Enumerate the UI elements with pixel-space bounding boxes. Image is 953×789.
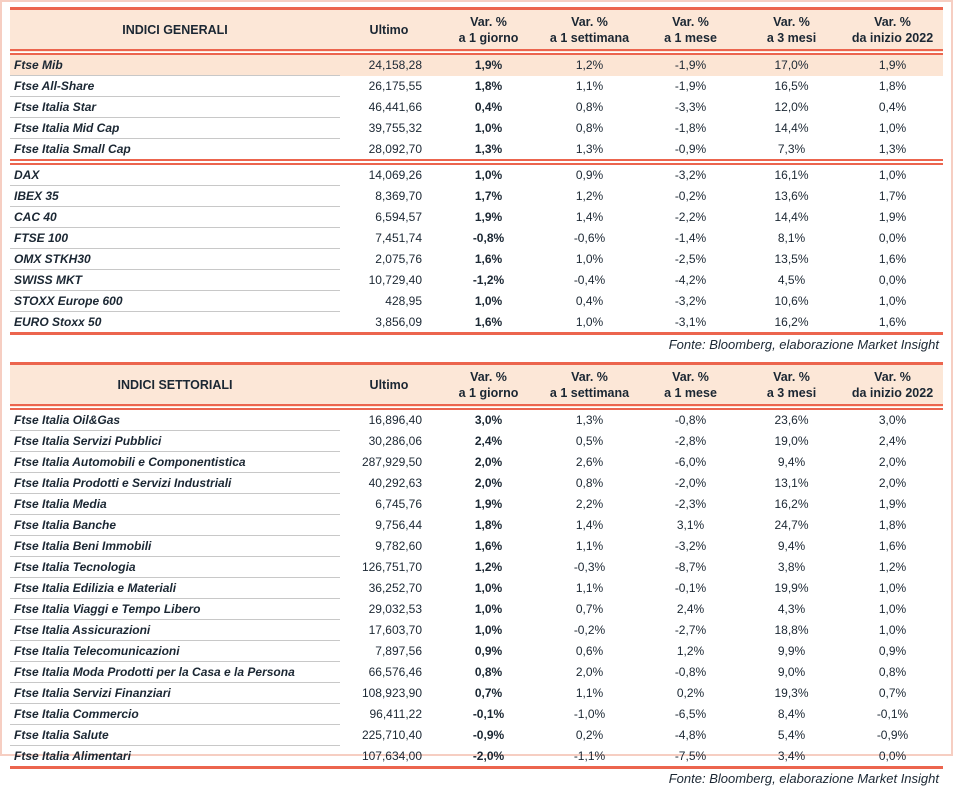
var-value: -0,8% [674, 665, 707, 679]
var-value: 0,9% [878, 644, 907, 658]
index-name: Ftse Italia Small Cap [10, 139, 340, 163]
var-value: 1,9% [878, 497, 907, 511]
var-value: 1,0% [878, 121, 907, 135]
table-row [10, 162, 943, 186]
var-value: 0,8% [878, 665, 907, 679]
ultimo-value: 39,755,32 [368, 121, 422, 135]
var-value: -0,1% [472, 707, 505, 721]
index-name: Ftse Italia Commercio [10, 704, 340, 725]
var-value: -1,4% [674, 231, 707, 245]
var-value: 0,4% [878, 100, 907, 114]
index-name: Ftse Italia Media [10, 494, 340, 515]
var-value: 9,4% [777, 539, 806, 553]
var-label: Var. % [470, 370, 507, 384]
var-value: 9,4% [777, 455, 806, 469]
var-label: Var. % [672, 370, 709, 384]
var-period: da inizio 2022 [851, 386, 934, 400]
var-value: 2,0% [575, 665, 604, 679]
index-name: Ftse Italia Telecomunicazioni [10, 641, 340, 662]
var-value: 1,2% [539, 52, 640, 76]
table-row [10, 746, 943, 768]
index-name: Ftse Italia Automobili e Componentistica [10, 452, 340, 473]
source-note: Fonte: Bloomberg, elaborazione Market Insight [668, 337, 939, 352]
var-value: -1,9% [640, 52, 741, 76]
table-row [10, 578, 943, 599]
var-value: 1,9% [474, 497, 503, 511]
column-header-var-inizio-2022 [842, 9, 943, 53]
var-value: 0,2% [575, 728, 604, 742]
var-value: 2,0% [474, 455, 503, 469]
var-period: a 1 settimana [549, 31, 630, 45]
var-value: 0,9% [575, 168, 604, 183]
var-value: 1,6% [878, 539, 907, 553]
column-header-ultimo: Ultimo [340, 9, 438, 53]
var-value: 0,8% [575, 476, 604, 490]
var-period: a 1 settimana [549, 386, 630, 400]
var-label: Var. % [874, 370, 911, 384]
table-row [10, 118, 943, 139]
var-value: 1,9% [842, 52, 943, 76]
var-value: 2,0% [878, 455, 907, 469]
var-period: a 3 mesi [766, 386, 817, 400]
index-name: EURO Stoxx 50 [14, 315, 102, 329]
var-value: -0,9% [640, 139, 741, 163]
index-name: Ftse Italia Oil&Gas [10, 407, 340, 431]
index-name: Ftse Mib [10, 52, 340, 76]
var-value: -1,9% [674, 79, 707, 93]
ultimo-value: 6,745,76 [375, 497, 422, 511]
var-value: 1,3% [539, 139, 640, 163]
index-name: Ftse Italia Mid Cap [10, 118, 340, 139]
table-row [10, 494, 943, 515]
var-value: 1,8% [878, 79, 907, 93]
var-value: 23,6% [774, 413, 809, 428]
var-value: 1,7% [474, 189, 503, 203]
var-value: 13,5% [774, 252, 809, 266]
var-value: 3,4% [777, 748, 806, 763]
table-row [10, 249, 943, 270]
source-note: Fonte: Bloomberg, elaborazione Market Insight [668, 771, 939, 786]
table-row [10, 536, 943, 557]
column-header-var-1-mese [640, 9, 741, 53]
var-value: 16,5% [774, 79, 809, 93]
index-name: Ftse Italia Viaggi e Tempo Libero [10, 599, 340, 620]
var-label: Var. % [571, 15, 608, 29]
var-value: -0,6% [573, 231, 606, 245]
table-header-row [10, 9, 943, 53]
ultimo-value: 9,756,44 [375, 518, 422, 532]
table-row [10, 139, 943, 163]
table-row [10, 76, 943, 97]
index-name: Ftse Italia Banche [10, 515, 340, 536]
var-value: 2,4% [474, 434, 503, 448]
table-row [10, 725, 943, 746]
var-value: 1,9% [878, 210, 907, 224]
var-value: 13,1% [774, 476, 809, 490]
table-row [10, 452, 943, 473]
ultimo-value: 16,896,40 [368, 413, 422, 428]
var-value: -3,2% [674, 294, 707, 308]
var-value: -4,2% [674, 273, 707, 287]
index-name: OMX STKH30 [10, 249, 340, 270]
var-value: -3,2% [674, 539, 707, 553]
var-value: -0,8% [472, 231, 505, 245]
table-row [10, 431, 943, 452]
var-value: 1,0% [575, 252, 604, 266]
var-value: -1,2% [472, 273, 505, 287]
index-name: DAX [10, 162, 340, 186]
var-period: a 1 mese [664, 386, 717, 400]
ultimo-value: 24,158,28 [340, 52, 438, 76]
ultimo-value: 46,441,66 [368, 100, 422, 114]
table-row [10, 291, 943, 312]
table-title: INDICI GENERALI [10, 9, 340, 53]
var-value: -0,3% [573, 560, 606, 574]
index-name: Ftse Italia Servizi Pubblici [10, 431, 340, 452]
ultimo-value: 6,594,57 [375, 210, 422, 224]
ultimo-value: 96,411,22 [369, 707, 422, 721]
table-gap [10, 355, 943, 362]
var-value: 0,0% [878, 273, 907, 287]
table-header-row [10, 364, 943, 408]
var-label: Var. % [571, 370, 608, 384]
var-value: -0,9% [472, 728, 505, 742]
var-value: -2,2% [674, 210, 707, 224]
var-value: 0,7% [575, 602, 604, 616]
var-value: -0,1% [876, 707, 909, 721]
index-name: Ftse Italia Star [10, 97, 340, 118]
ultimo-value: 30,286,06 [368, 434, 422, 448]
var-value: 8,1% [777, 231, 806, 245]
var-value: 2,4% [878, 434, 907, 448]
var-label: Var. % [773, 15, 810, 29]
var-value: -3,1% [674, 314, 707, 329]
var-period: a 1 giorno [458, 386, 519, 400]
var-label: Var. % [470, 15, 507, 29]
var-value: 0,7% [474, 686, 503, 700]
var-value: -1,0% [573, 707, 606, 721]
var-value: 1,2% [474, 560, 503, 574]
var-value: 1,2% [676, 644, 705, 658]
ultimo-value: 225,710,40 [361, 728, 422, 742]
index-name: SWISS MKT [10, 270, 340, 291]
var-value: 1,0% [878, 581, 907, 595]
var-value: 0,7% [878, 686, 907, 700]
index-name: FTSE 100 [10, 228, 340, 249]
var-value: 0,5% [575, 434, 604, 448]
var-value: 24,7% [774, 518, 809, 532]
var-value: 1,1% [575, 581, 604, 595]
var-value: 1,8% [474, 79, 503, 93]
var-value: 19,9% [774, 581, 809, 595]
var-value: 0,8% [474, 665, 503, 679]
ultimo-value: 287,929,50 [361, 455, 422, 469]
var-label: Var. % [773, 370, 810, 384]
var-value: -6,0% [674, 455, 707, 469]
ultimo-value: 28,092,70 [340, 139, 438, 163]
var-value: -2,5% [674, 252, 707, 266]
var-value: -0,1% [674, 581, 707, 595]
var-value: 4,5% [777, 273, 806, 287]
var-value: 5,4% [777, 728, 806, 742]
var-value: 9,0% [777, 665, 806, 679]
index-name: Ftse All-Share [10, 76, 340, 97]
index-name: Ftse Italia Prodotti e Servizi Industriali [10, 473, 340, 494]
table-row [10, 407, 943, 431]
var-value: 1,3% [842, 139, 943, 163]
table-row [10, 270, 943, 291]
var-value: 1,4% [575, 518, 604, 532]
var-value: -2,3% [674, 497, 707, 511]
var-value: -3,3% [674, 100, 707, 114]
var-value: 1,6% [474, 314, 503, 329]
var-label: Var. % [874, 15, 911, 29]
var-value: 1,8% [474, 518, 503, 532]
var-value: 1,3% [575, 413, 604, 428]
var-value: 14,4% [774, 210, 809, 224]
var-value: -4,8% [674, 728, 707, 742]
ultimo-value: 7,451,74 [375, 231, 422, 245]
indici-generali-table [10, 7, 943, 335]
indici-settoriali-table [10, 362, 943, 769]
var-value: 2,0% [878, 476, 907, 490]
var-value: 14,4% [774, 121, 809, 135]
var-value: 16,1% [774, 168, 809, 183]
var-value: 4,3% [777, 602, 806, 616]
var-value: 16,2% [774, 314, 809, 329]
var-value: -2,8% [674, 434, 707, 448]
var-value: 1,9% [474, 210, 503, 224]
var-value: 1,6% [474, 252, 503, 266]
var-value: 0,8% [575, 100, 604, 114]
var-value: -2,7% [674, 623, 707, 637]
var-period: da inizio 2022 [851, 31, 934, 45]
index-name: Ftse Italia Beni Immobili [10, 536, 340, 557]
var-value: 1,2% [878, 560, 907, 574]
var-value: 1,0% [878, 623, 907, 637]
index-name: Ftse Italia Servizi Finanziari [10, 683, 340, 704]
var-value: 1,7% [878, 189, 907, 203]
var-value: 3,0% [474, 413, 503, 428]
table-row [10, 52, 943, 76]
var-value: 7,3% [741, 139, 842, 163]
column-header-var-1-giorno [438, 364, 539, 408]
index-name: Ftse Italia Salute [10, 725, 340, 746]
var-period: a 1 mese [664, 31, 717, 45]
var-value: 1,6% [878, 252, 907, 266]
table-row [10, 557, 943, 578]
column-header-var-3-mesi [741, 364, 842, 408]
var-value: 1,9% [438, 52, 539, 76]
table-row [10, 97, 943, 118]
ultimo-value: 108,923,90 [361, 686, 422, 700]
var-value: 1,0% [575, 314, 604, 329]
ultimo-value: 40,292,63 [368, 476, 422, 490]
ultimo-value: 7,897,56 [375, 644, 422, 658]
ultimo-value: 36,252,70 [368, 581, 422, 595]
ultimo-value: 10,729,40 [368, 273, 422, 287]
column-header-var-1-giorno [438, 9, 539, 53]
var-value: 10,6% [774, 294, 809, 308]
var-value: 1,0% [474, 294, 503, 308]
var-value: 0,0% [878, 748, 907, 763]
column-header-var-1-mese [640, 364, 741, 408]
index-name: Ftse Italia Moda Prodotti per la Casa e la Persona [10, 662, 340, 683]
var-value: 0,0% [878, 231, 907, 245]
var-value: -0,4% [573, 273, 606, 287]
var-value: 1,2% [575, 189, 604, 203]
var-label: Var. % [672, 15, 709, 29]
var-value: -6,5% [674, 707, 707, 721]
var-value: -1,1% [573, 748, 606, 763]
ultimo-value: 66,576,46 [368, 665, 422, 679]
var-value: 0,4% [474, 100, 503, 114]
table-row [10, 599, 943, 620]
var-value: 2,2% [575, 497, 604, 511]
var-value: 12,0% [774, 100, 809, 114]
var-value: 1,6% [474, 539, 503, 553]
var-value: 1,1% [575, 686, 604, 700]
var-value: 2,0% [474, 476, 503, 490]
table-row [10, 683, 943, 704]
var-value: 1,1% [575, 79, 604, 93]
column-header-var-inizio-2022 [842, 364, 943, 408]
var-value: -0,2% [674, 189, 707, 203]
ultimo-value: 2,075,76 [375, 252, 422, 266]
var-value: 1,0% [474, 168, 503, 183]
var-value: -2,0% [674, 476, 707, 490]
ultimo-value: 3,856,09 [375, 314, 422, 329]
var-value: 19,0% [774, 434, 809, 448]
ultimo-value: 107,634,00 [361, 748, 422, 763]
var-value: 3,1% [676, 518, 705, 532]
ultimo-value: 126,751,70 [361, 560, 422, 574]
table-row [10, 620, 943, 641]
ultimo-value: 9,782,60 [375, 539, 422, 553]
index-name: Ftse Italia Alimentari [14, 749, 131, 763]
var-value: -0,8% [674, 413, 707, 428]
table-row [10, 312, 943, 334]
var-value: 1,0% [474, 623, 503, 637]
var-period: a 3 mesi [766, 31, 817, 45]
var-value: -8,7% [674, 560, 707, 574]
var-value: 2,4% [676, 602, 705, 616]
var-value: 1,0% [878, 168, 907, 183]
var-value: 0,6% [575, 644, 604, 658]
var-value: 0,8% [575, 121, 604, 135]
table-row [10, 704, 943, 725]
table-row [10, 515, 943, 536]
var-value: 18,8% [774, 623, 809, 637]
var-value: 0,9% [474, 644, 503, 658]
column-header-var-3-mesi [741, 9, 842, 53]
var-value: -0,9% [876, 728, 909, 742]
var-value: 1,8% [878, 518, 907, 532]
table-row [10, 207, 943, 228]
table-row [10, 641, 943, 662]
ultimo-value: 8,369,70 [375, 189, 422, 203]
column-header-var-1-settimana [539, 9, 640, 53]
var-period: a 1 giorno [458, 31, 519, 45]
ultimo-value: 26,175,55 [368, 79, 422, 93]
var-value: 1,4% [575, 210, 604, 224]
var-value: 13,6% [774, 189, 809, 203]
var-value: 1,6% [878, 314, 907, 329]
var-value: 1,1% [575, 539, 604, 553]
index-name: CAC 40 [10, 207, 340, 228]
var-value: 17,0% [741, 52, 842, 76]
var-value: 8,4% [777, 707, 806, 721]
var-value: 19,3% [774, 686, 809, 700]
var-value: -1,8% [674, 121, 707, 135]
ultimo-value: 29,032,53 [368, 602, 422, 616]
var-value: -3,2% [674, 168, 707, 183]
var-value: 1,0% [878, 602, 907, 616]
table-row [10, 473, 943, 494]
index-name: Ftse Italia Edilizia e Materiali [10, 578, 340, 599]
var-value: 0,4% [575, 294, 604, 308]
var-value: 1,0% [878, 294, 907, 308]
var-value: 1,3% [438, 139, 539, 163]
var-value: 3,8% [777, 560, 806, 574]
index-name: IBEX 35 [10, 186, 340, 207]
var-value: -7,5% [674, 748, 707, 763]
ultimo-value: 17,603,70 [368, 623, 422, 637]
column-header-ultimo: Ultimo [340, 364, 438, 408]
var-value: 1,0% [474, 121, 503, 135]
var-value: -2,0% [472, 748, 505, 763]
var-value: 3,0% [878, 413, 907, 428]
var-value: 1,0% [474, 602, 503, 616]
var-value: 1,0% [474, 581, 503, 595]
ultimo-value: 14,069,26 [368, 168, 422, 183]
var-value: -0,2% [573, 623, 606, 637]
table-title: INDICI SETTORIALI [10, 364, 340, 408]
index-name: Ftse Italia Tecnologia [10, 557, 340, 578]
column-header-var-1-settimana [539, 364, 640, 408]
index-name: Ftse Italia Assicurazioni [10, 620, 340, 641]
table-row [10, 662, 943, 683]
var-value: 2,6% [575, 455, 604, 469]
table-row [10, 186, 943, 207]
var-value: 9,9% [777, 644, 806, 658]
var-value: 16,2% [774, 497, 809, 511]
index-name: STOXX Europe 600 [10, 291, 340, 312]
table-row [10, 228, 943, 249]
var-value: 0,2% [676, 686, 705, 700]
ultimo-value: 428,95 [385, 294, 422, 308]
